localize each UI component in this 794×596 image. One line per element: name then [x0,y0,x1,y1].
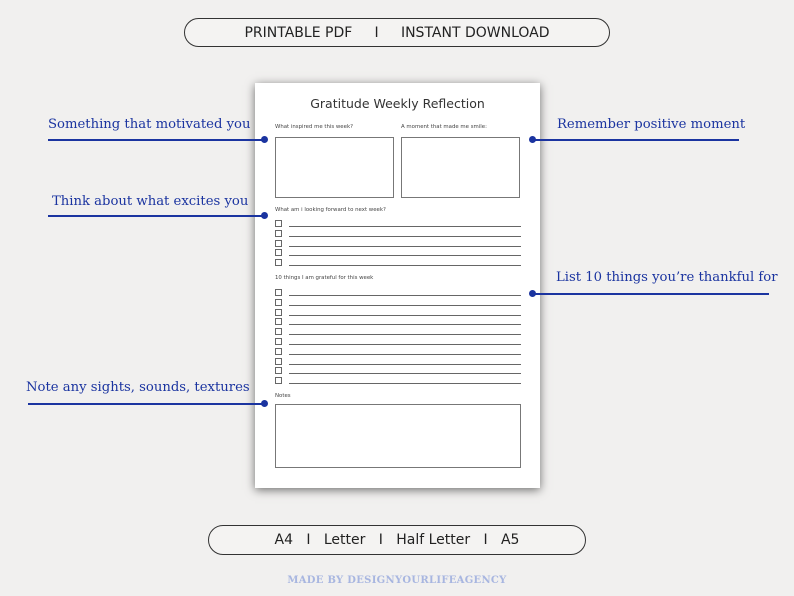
checklist-row [275,367,521,374]
writing-line [289,226,521,227]
notes-label: Notes [275,393,291,399]
size-a4: A4 [274,532,293,548]
sheet-title: Gratitude Weekly Reflection [310,96,485,111]
format-pdf: PRINTABLE PDF [244,24,353,41]
checkbox [275,220,282,227]
format-banner [184,18,610,47]
annotation-line-excites [48,215,265,217]
annotation-line-thankful [533,293,769,295]
checkbox [275,230,282,237]
annotation-motivated: Something that motivated you [48,117,251,132]
annotation-dot-positive [529,136,536,143]
writing-line [289,354,521,355]
annotation-thankful: List 10 things you’re thankful for [556,270,778,285]
annotation-positive: Remember positive moment [557,117,746,132]
writing-line [289,334,521,335]
checkbox [275,240,282,247]
checklist-row [275,318,521,325]
writing-line [289,324,521,325]
writing-line [289,236,521,237]
checkbox [275,367,282,374]
checklist-row [275,249,521,256]
checkbox [275,338,282,345]
annotation-dot-excites [261,212,268,219]
writing-line [289,246,521,247]
checklist-row [275,289,521,296]
writing-line [289,344,521,345]
size-separator: I [483,532,488,548]
checklist-row [275,338,521,345]
checkbox [275,348,282,355]
format-separator: I [374,24,379,41]
inspired-box [275,137,394,198]
annotation-line-positive [533,139,739,141]
annotation-line-motivated [48,139,265,141]
checklist-row [275,259,521,266]
checkbox [275,309,282,316]
checkbox [275,259,282,266]
annotation-senses: Note any sights, sounds, textures [26,380,250,395]
checkbox [275,289,282,296]
checkbox [275,377,282,384]
size-half-letter: Half Letter [396,532,471,548]
checklist-row [275,328,521,335]
size-letter: Letter [323,532,366,548]
notes-box [275,404,521,468]
grateful-label: 10 things I am grateful for this week [275,275,374,281]
worksheet-preview [255,83,540,488]
writing-line [289,383,521,384]
annotation-dot-thankful [529,290,536,297]
annotation-line-senses [28,403,265,405]
size-banner [208,525,586,555]
writing-line [289,305,521,306]
annotation-excites: Think about what excites you [52,194,249,209]
annotation-dot-senses [261,400,268,407]
checkbox [275,358,282,365]
writing-line [289,265,521,266]
checklist-row [275,348,521,355]
smile-box [401,137,520,198]
forward-label: What am i looking forward to next week? [275,207,386,213]
format-download: INSTANT DOWNLOAD [400,24,550,41]
checklist-row [275,240,521,247]
checklist-row [275,309,521,316]
writing-line [289,373,521,374]
size-separator: I [378,532,383,548]
inspired-label: What inspired me this week? [275,124,353,130]
writing-line [289,255,521,256]
checklist-row [275,220,521,227]
writing-line [289,315,521,316]
checkbox [275,299,282,306]
checklist-row [275,377,521,384]
checkbox [275,318,282,325]
checklist-row [275,358,521,365]
checklist-row [275,299,521,306]
checklist-row [275,230,521,237]
size-a5: A5 [500,532,520,548]
smile-label: A moment that made me smile: [401,124,487,130]
writing-line [289,364,521,365]
size-separator: I [306,532,311,548]
checkbox [275,249,282,256]
annotation-dot-motivated [261,136,268,143]
writing-line [289,295,521,296]
checkbox [275,328,282,335]
credit-text: MADE BY DESIGNYOURLIFEAGENCY [287,575,507,586]
